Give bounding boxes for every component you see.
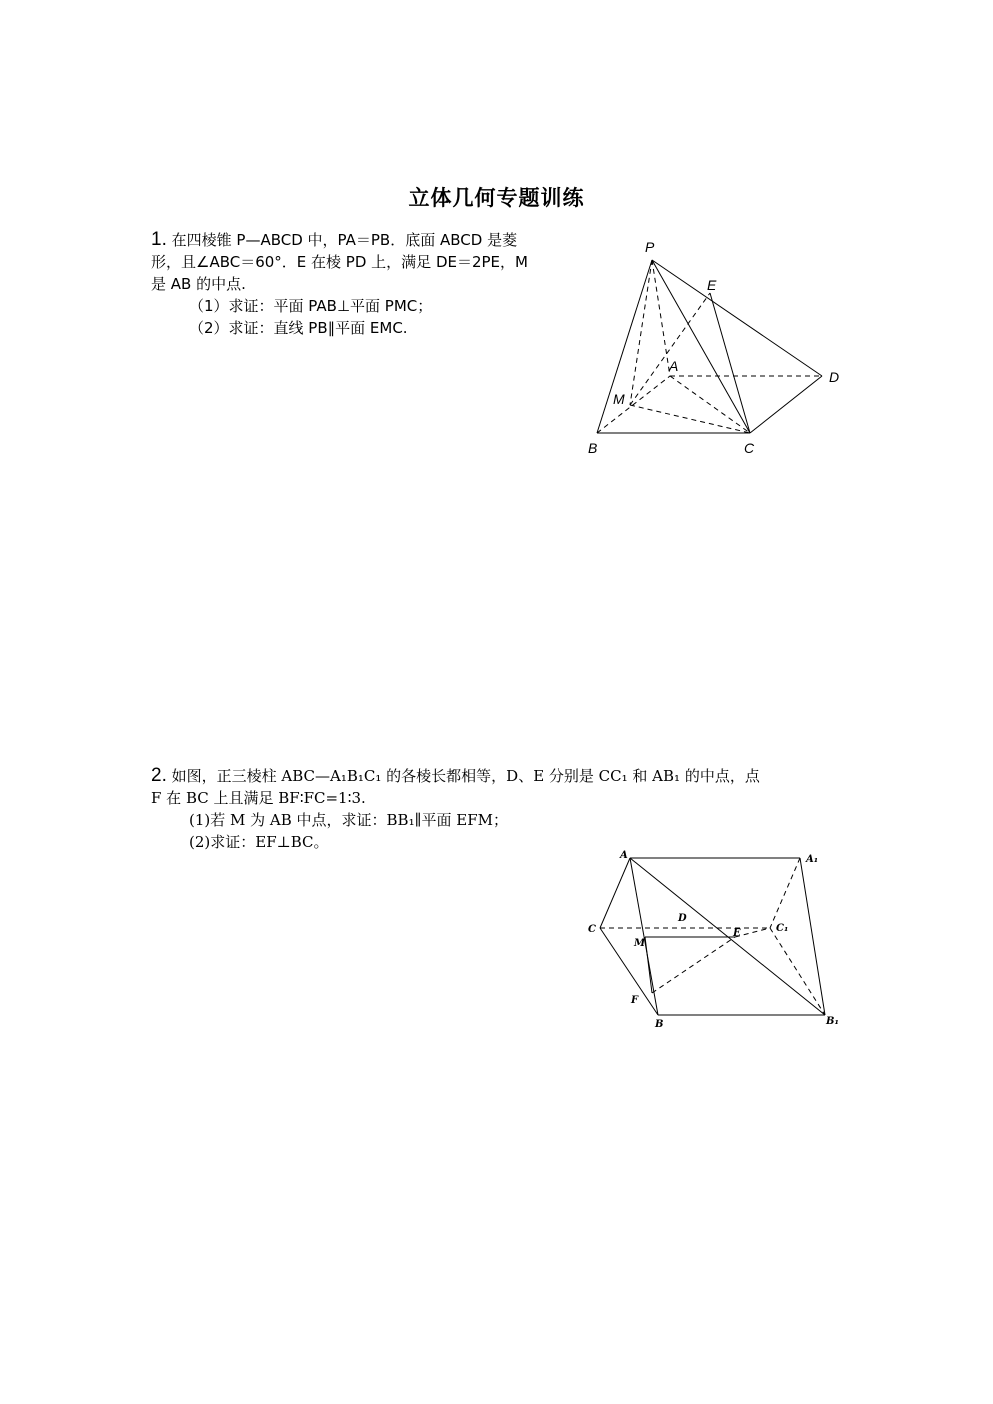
figure-2-label-c1: C₁	[776, 923, 789, 934]
figure-2-label-b: B	[655, 1019, 664, 1030]
figure-2-label-b1: B₁	[826, 1016, 839, 1027]
figure-2-prism	[582, 845, 852, 1035]
question-2-stem-line-1	[151, 765, 851, 787]
page-title: 立体几何专题训练	[408, 185, 585, 210]
figure-2-label-d: D	[678, 913, 687, 924]
figure-1-label-e: E	[707, 277, 717, 293]
figure-1-label-a: A	[669, 358, 679, 374]
question-1-text-line-2: 形，且∠ABC＝60°．E 在棱 PD 上，满足 DE＝2PE，M	[151, 253, 528, 271]
figure-1-label-p: P	[645, 239, 655, 255]
figure-1-label-d: D	[829, 369, 840, 385]
question-2-part-1: (1)若 M 为 AB 中点，求证：BB₁∥平面 EFM；	[189, 811, 509, 829]
figure-2-label-f: F	[631, 995, 639, 1006]
question-1-part-2: （2）求证：直线 PB∥平面 EMC.	[189, 319, 408, 337]
question-1-part-1: （1）求证：平面 PAB⊥平面 PMC；	[189, 297, 433, 315]
question-2-part-2: (2)求证：EF⊥BC。	[189, 833, 329, 851]
question-2-text-line-1: 如图，正三棱柱 ABC—A₁B₁C₁ 的各棱长都相等，D、E 分别是 CC₁ 和 AB₁ 的中点，点	[171, 767, 760, 785]
question-1-number: 1.	[151, 229, 167, 250]
figure-1-label-m: M	[613, 391, 625, 407]
question-1-text-line-3: 是 AB 的中点.	[151, 275, 246, 293]
figure-2-label-c: C	[588, 924, 596, 935]
question-1-stem-line-1	[151, 229, 571, 251]
figure-1-label-c: C	[744, 440, 755, 456]
figure-2-label-a1: A₁	[806, 854, 819, 865]
question-2	[151, 765, 851, 853]
figure-2-label-a: A	[620, 850, 628, 861]
figure-1-pyramid	[580, 235, 850, 465]
figure-1-label-b: B	[588, 440, 598, 456]
figure-2-label-e: E	[733, 928, 741, 939]
question-1-text-line-1: 在四棱锥 P—ABCD 中，PA＝PB．底面 ABCD 是菱	[171, 231, 518, 249]
figure-2-label-m: M	[634, 938, 646, 949]
question-2-number: 2.	[151, 765, 167, 786]
question-2-text-line-2: F 在 BC 上且满足 BF∶FC=1∶3.	[151, 789, 366, 807]
question-1	[151, 229, 571, 339]
